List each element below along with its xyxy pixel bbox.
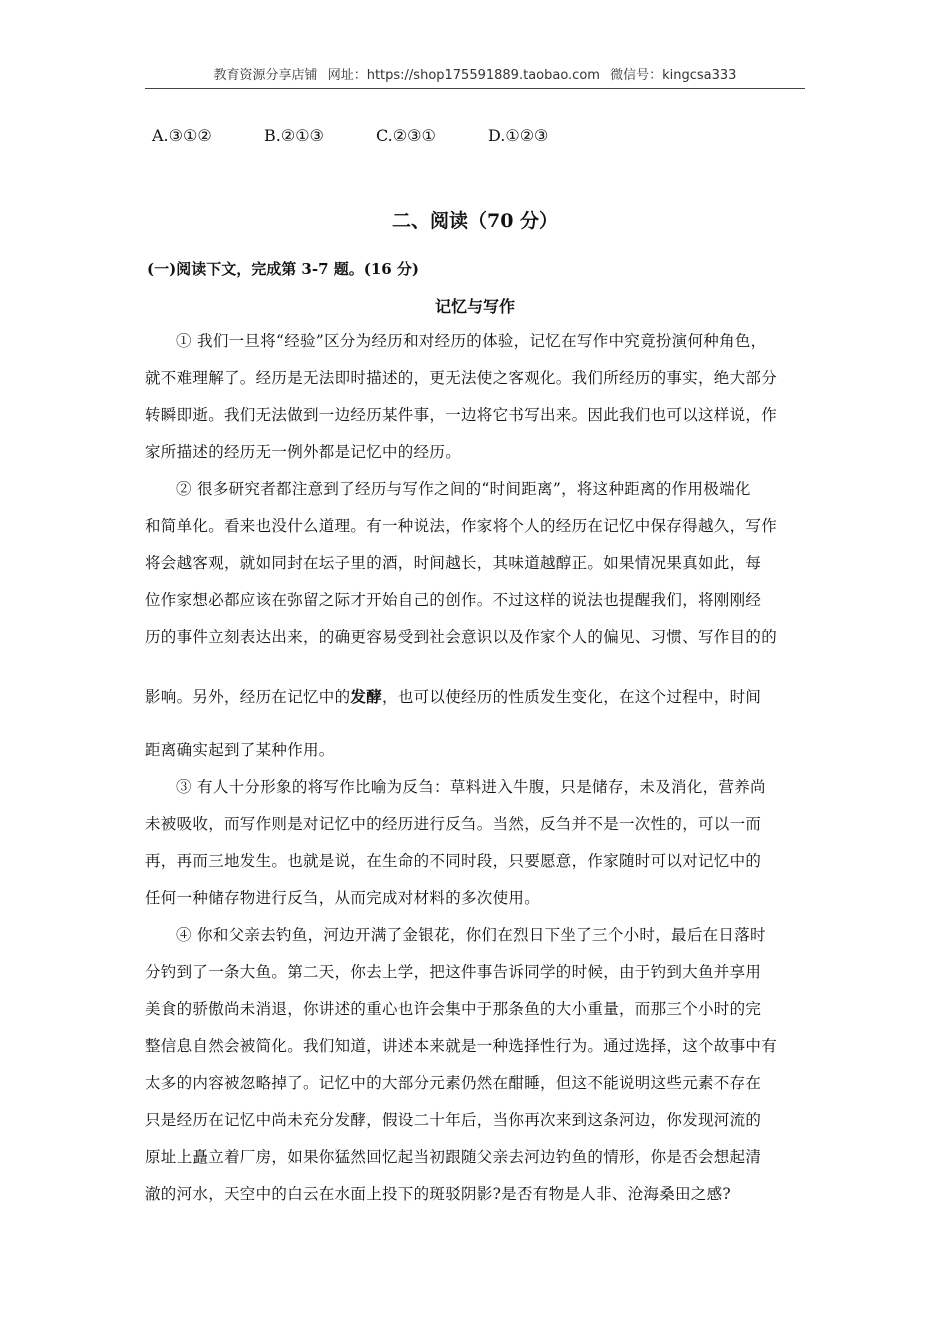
page-header bbox=[145, 64, 805, 89]
section-title: 二、阅读（70 分） bbox=[391, 210, 559, 232]
text-line: 和简单化。看来也没什么道理。有一种说法，作家将个人的经历在记忆中保存得越久，写作 bbox=[145, 517, 778, 535]
text-line: 再，再而三地发生。也就是说，在生命的不同时段，只要愿意，作家随时可以对记忆中的 bbox=[145, 852, 762, 870]
text-line: 澈的河水，天空中的白云在水面上投下的斑驳阴影?是否有物是人非、沧海桑田之感? bbox=[145, 1185, 732, 1203]
essay-title: 记忆与写作 bbox=[434, 297, 515, 316]
wechat-id: 微信号：kingcsa333 bbox=[610, 68, 737, 83]
text-line: 原址上矗立着厂房，如果你猛然回忆起当初跟随父亲去河边钓鱼的情形，你是否会想起清 bbox=[145, 1148, 762, 1166]
text-line: ④ 你和父亲去钓鱼，河边开满了金银花，你们在烈日下坐了三个小时，最后在日落时 bbox=[176, 926, 766, 944]
text-line: 太多的内容被忽略掉了。记忆中的大部分元素仍然在酣睡，但这不能说明这些元素不存在 bbox=[145, 1074, 762, 1092]
option-a: A.③①② bbox=[152, 126, 212, 145]
text-line: 转瞬即逝。我们无法做到一边经历某件事，一边将它书写出来。因此我们也可以这样说，作 bbox=[145, 406, 778, 424]
text-line: 将会越客观，就如同封在坛子里的酒，时间越长，其味道越醇正。如果情况果真如此，每 bbox=[145, 554, 762, 572]
subsection-title: (一)阅读下文，完成第 3-7 题。(16 分) bbox=[147, 260, 420, 278]
text-segment: ，也可以使经历的性质发生变化，在这个过程中，时间 bbox=[382, 688, 762, 706]
option-d: D.①②③ bbox=[488, 126, 549, 145]
text-line bbox=[145, 685, 807, 707]
text-line: 美食的骄傲尚未消退，你讲述的重心也许会集中于那条鱼的大小重量，而那三个小时的完 bbox=[145, 1000, 762, 1018]
text-line: ③ 有人十分形象的将写作比喻为反刍：草料进入牛腹，只是储存，未及消化，营养尚 bbox=[176, 778, 766, 796]
text-line: 家所描述的经历无一例外都是记忆中的经历。 bbox=[145, 443, 462, 461]
text-segment: 影响。另外，经历在记忆中的 bbox=[145, 688, 351, 706]
option-b: B.②①③ bbox=[264, 126, 324, 145]
text-line: 位作家想必都应该在弥留之际才开始自己的创作。不过这样的说法也提醒我们，将刚刚经 bbox=[145, 591, 762, 609]
answer-options bbox=[152, 126, 600, 145]
text-line: 距离确实起到了某种作用。 bbox=[145, 741, 335, 759]
text-line: 未被吸收，而写作则是对记忆中的经历进行反刍。当然，反刍并不是一次性的，可以一而 bbox=[145, 815, 762, 833]
shop-name: 教育资源分享店铺 bbox=[213, 68, 318, 83]
text-line: ② 很多研究者都注意到了经历与写作之间的“时间距离”，将这种距离的作用极端化 bbox=[176, 480, 751, 498]
text-line: 只是经历在记忆中尚未充分发酵，假设二十年后，当你再次来到这条河边，你发现河流的 bbox=[145, 1111, 762, 1129]
shop-url: 网址：https://shop175591889.taobao.com bbox=[327, 68, 600, 83]
text-line: 历的事件立刻表达出来，的确更容易受到社会意识以及作家个人的偏见、习惯、写作目的的 bbox=[145, 628, 778, 646]
text-line: ① 我们一旦将“经验”区分为经历和对经历的体验，记忆在写作中究竟扮演何种角色， bbox=[176, 332, 767, 350]
option-c: C.②③① bbox=[376, 126, 436, 145]
text-line: 整信息自然会被简化。我们知道，讲述本来就是一种选择性行为。通过选择，这个故事中有 bbox=[145, 1037, 778, 1055]
text-line: 分钓到了一条大鱼。第二天，你去上学，把这件事告诉同学的时候，由于钓到大鱼并享用 bbox=[145, 963, 762, 981]
bold-keyword: 发酵 bbox=[350, 687, 383, 706]
text-line: 就不难理解了。经历是无法即时描述的，更无法使之客观化。我们所经历的事实，绝大部分 bbox=[145, 369, 778, 387]
text-line: 任何一种储存物进行反刍，从而完成对材料的多次使用。 bbox=[145, 889, 541, 907]
